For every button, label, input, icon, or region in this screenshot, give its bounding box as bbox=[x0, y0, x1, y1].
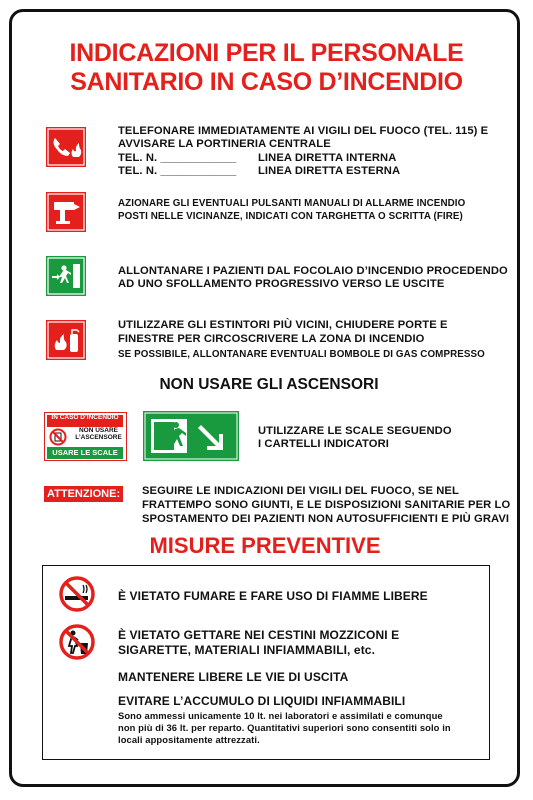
elevator-sign-mid: NON USARE L’ASCENSORE bbox=[75, 427, 122, 441]
tel-external-desc: LINEA DIRETTA ESTERNA bbox=[258, 165, 401, 177]
instruction-1-line-2: AVVISARE LA PORTINERIA CENTRALE bbox=[118, 138, 331, 150]
elevator-warning-sign bbox=[44, 412, 127, 461]
attention-line-1: SEGUIRE LE INDICAZIONI DEI VIGILI DEL FUOCO, SE NEL bbox=[142, 485, 459, 497]
stairs-text-line-2: I CARTELLI INDICATORI bbox=[258, 438, 389, 450]
stairs-text-line-1: UTILIZZARE LE SCALE SEGUENDO bbox=[258, 425, 452, 437]
preventive-heading: MISURE PREVENTIVE bbox=[149, 533, 381, 558]
elevator-sign-top: IN CASO D’INCENDIO bbox=[47, 415, 123, 427]
instruction-2-line-2: POSTI NELLE VICINANZE, INDICATI CON TARGHETTA O SCRITTA (FIRE) bbox=[118, 211, 463, 222]
tel-external-label: TEL. N. ____________ bbox=[118, 165, 237, 177]
preventive-1-line-1: È VIETATO FUMARE E FARE USO DI FIAMME LIBERE bbox=[118, 589, 428, 603]
keep-exits-free: MANTENERE LIBERE LE VIE DI USCITA bbox=[118, 670, 349, 684]
attention-line-2: FRATTEMPO SONO GIUNTI, E LE DISPOSIZIONI SANITARIE PER LO bbox=[142, 499, 511, 511]
fire-extinguisher-icon bbox=[46, 320, 86, 360]
attention-line-3: SPOSTAMENTO DEI PAZIENTI NON AUTOSUFFICIENTI E PIÙ GRAVI bbox=[142, 513, 510, 525]
tel-internal-desc: LINEA DIRETTA INTERNA bbox=[258, 152, 397, 164]
instruction-3-line-1: ALLONTANARE I PAZIENTI DAL FOCOLAIO D’INCENDIO PROCEDENDO bbox=[118, 265, 508, 277]
instruction-1-line-1: TELEFONARE IMMEDIATAMENTE AI VIGILI DEL FUOCO (TEL. 115) E bbox=[118, 125, 489, 137]
instruction-4-note: SE POSSIBILE, ALLONTANARE EVENTUALI BOMBOLE DI GAS COMPRESSO bbox=[118, 349, 485, 360]
fine-print-line-2: non più di 36 lt. per reparto. Quantitativi superiori sono consentiti solo in bbox=[118, 722, 451, 733]
fine-print-line-3: locali appositamente attrezzati. bbox=[118, 734, 260, 745]
fire-phone-icon bbox=[46, 127, 86, 167]
instruction-4-line-2: FINESTRE PER CIRCOSCRIVERE LA ZONA DI INCENDIO bbox=[118, 333, 425, 345]
preventive-2-line-2: SIGARETTE, MATERIALI INFIAMMABILI, etc. bbox=[118, 643, 376, 657]
instruction-3-line-2: AD UNO SFOLLAMENTO PROGRESSIVO VERSO LE USCITE bbox=[118, 278, 445, 290]
instruction-2-line-1: AZIONARE GLI EVENTUALI PULSANTI MANUALI DI ALLARME INCENDIO bbox=[118, 198, 466, 209]
avoid-flammable-liquids: EVITARE L’ACCUMULO DI LIQUIDI INFIAMMABILI bbox=[118, 694, 406, 708]
fine-print-line-1: Sono ammessi unicamente 10 lt. nei laboratori e assimilati e comunque bbox=[118, 710, 443, 721]
no-elevators-heading: NON USARE GLI ASCENSORI bbox=[159, 376, 379, 393]
elevator-sign-bottom: USARE LE SCALE bbox=[47, 447, 123, 459]
tel-internal-label: TEL. N. ____________ bbox=[118, 152, 237, 164]
attention-label: ATTENZIONE: bbox=[44, 486, 123, 502]
preventive-2-line-1: È VIETATO GETTARE NEI CESTINI MOZZICONI E bbox=[118, 628, 400, 642]
instruction-4-line-1: UTILIZZARE GLI ESTINTORI PIÙ VICINI, CHIUDERE PORTE E bbox=[118, 319, 448, 331]
fire-alarm-button-icon bbox=[46, 192, 86, 232]
exit-stairs-sign-icon bbox=[143, 411, 239, 461]
no-littering-icon bbox=[58, 623, 96, 661]
no-elevator-icon bbox=[49, 428, 67, 446]
title-line-2: SANITARIO IN CASO D’INCENDIO bbox=[70, 68, 463, 96]
title-line-1: INDICAZIONI PER IL PERSONALE bbox=[69, 39, 464, 67]
no-smoking-icon bbox=[58, 575, 96, 613]
emergency-exit-icon bbox=[46, 256, 86, 296]
